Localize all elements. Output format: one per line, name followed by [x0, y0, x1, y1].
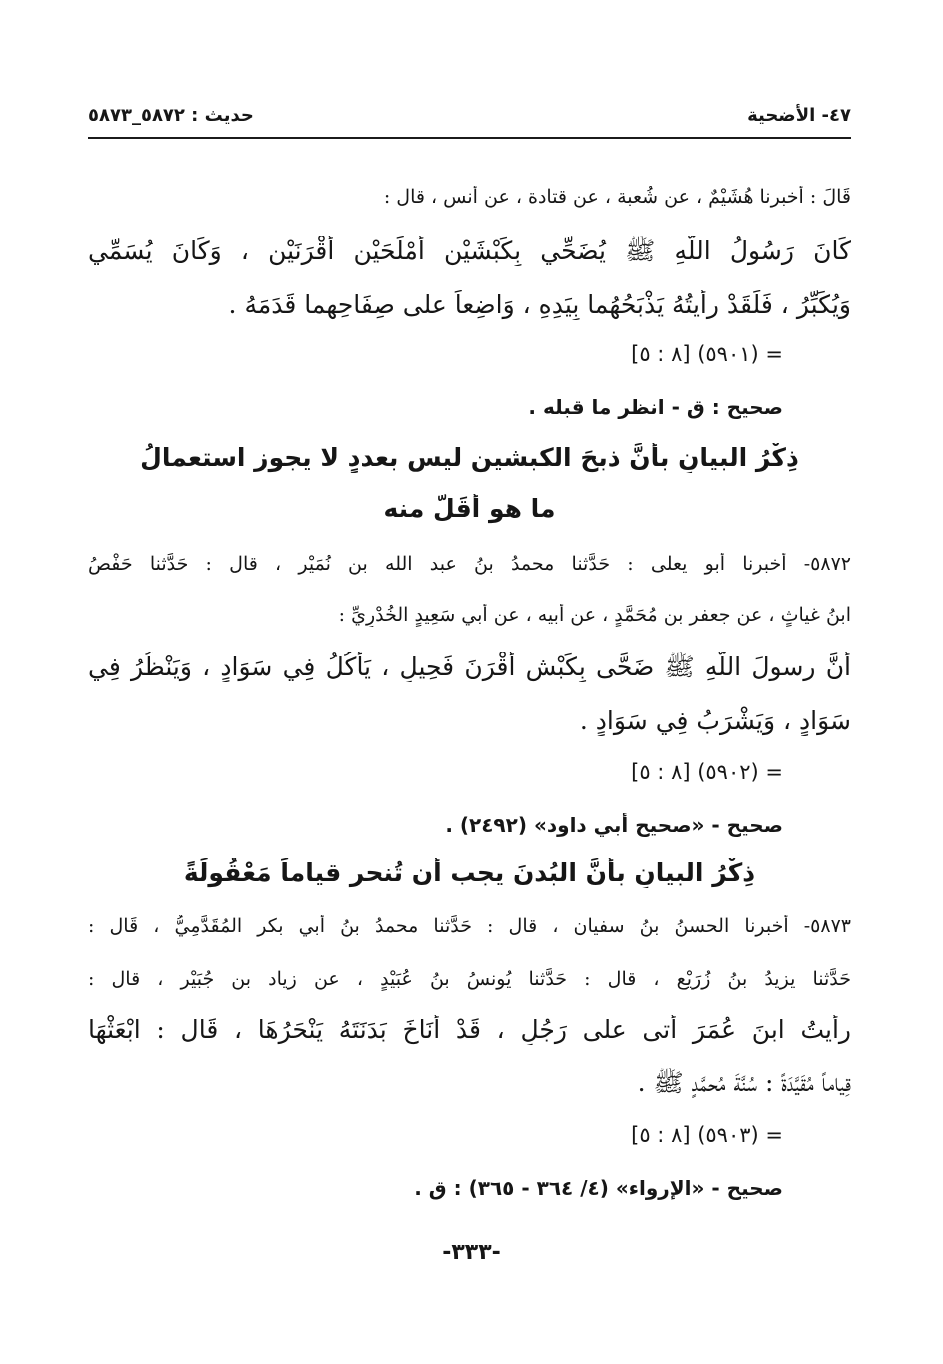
isnad-line: ٥٨٧٣- أخبرنا الحسنُ بنُ سفيان ، قال : حَدَّثنا محمدُ بنُ أبي بكر المُقَدَّمِيُّ ، قَال :	[88, 915, 851, 937]
isnad-line: قَالَ : أخبرنا هُشَيْمٌ ، عن شُعبة ، عن قتادة ، عن أنس ، قال :	[383, 186, 851, 208]
isnad-line: حَدَّثنا يزيدُ بنُ زُرَيْع ، قال : حَدَّثنا يُونسُ بنُ عُبَيْدٍ ، عن زياد بن جُبَيْر ، قال :	[88, 968, 851, 990]
reference-line: = (٥٩٠٣) [٨ : ٥]	[631, 1123, 783, 1147]
isnad-line: ٥٨٧٢- أخبرنا أبو يعلى : حَدَّثنا محمدُ بنُ عبد الله بن نُمَيْر ، قال : حَدَّثنا حَفْصُ	[88, 553, 851, 575]
grading-line: صحيح - «صحيح أبي داود» (٢٤٩٢) .	[445, 813, 783, 837]
grading-line: صحيح : ق - انظر ما قبله .	[528, 395, 783, 419]
section-heading: ذِكْرُ البيانِ بأنَّ ذبحَ الكبشين ليس بعددٍ لا يجوز استعمالُ	[140, 443, 799, 472]
isnad-line: ابنُ غياثٍ ، عن جعفر بن مُحَمَّدٍ ، عن أبيه ، عن أبي سَعِيدٍ الخُدْرِيِّ :	[338, 604, 851, 626]
running-header	[88, 98, 851, 132]
matn-line: سَوَادٍ ، وَيَشْرَبُ فِي سَوَادٍ .	[579, 706, 851, 735]
chapter-title: ٤٧- الأضحية	[747, 104, 851, 126]
reference-line: = (٥٩٠٢) [٨ : ٥]	[631, 760, 783, 784]
hadith-range: حديث : ٥٨٧٢_٥٨٧٣	[88, 104, 254, 126]
matn-line: أَنَّ رسولَ اللَّهِ ﷺ ضَحَّى بِكَبْشٍ أَقْرَنَ فَحِيلٍ ، يَأْكُلُ فِي سَوَادٍ ، وَيَنْظُرُ فِي	[88, 652, 851, 681]
section-heading: ما هو أَقَلُّ منه	[383, 494, 556, 523]
reference-line: = (٥٩٠١) [٨ : ٥]	[631, 342, 783, 366]
matn-line: قِياماً مُقَيَّدَةً : سُنَّةَ مُحمَّدٍ ﷺ .	[637, 1068, 851, 1097]
page-number: -٣٣٣-	[442, 1240, 501, 1265]
matn-line: كَانَ رَسُولُ اللَّهِ ﷺ يُضَحِّي بِكَبْشَيْنِ أَمْلَحَيْنِ أَقْرَنَيْنِ ، وَكَانَ يُسَمِّي	[88, 236, 851, 265]
header-rule	[88, 137, 851, 139]
matn-line: رأيتُ ابنَ عُمَرَ أتى على رَجُلٍ ، قَدْ أَنَاخَ بَدَنَتَهُ يَنْحَرُهَا ، قَال : ابْعَثْهَا	[88, 1015, 851, 1044]
matn-line: وَيُكَبِّرُ ، فَلَقَدْ رأيتُهُ يَذْبَحُهُما بِيَدِهِ ، وَاضِعاً على صِفَاحِهما قَدَمَهُ .	[228, 290, 851, 319]
grading-line: صحيح - «الإرواء» (٤/ ٣٦٤ - ٣٦٥) : ق .	[414, 1176, 783, 1200]
section-heading: ذِكْرُ البيانِ بأنَّ البُدنَ يجب أن تُنحر قياماً مَعْقُولَةً	[183, 858, 756, 887]
